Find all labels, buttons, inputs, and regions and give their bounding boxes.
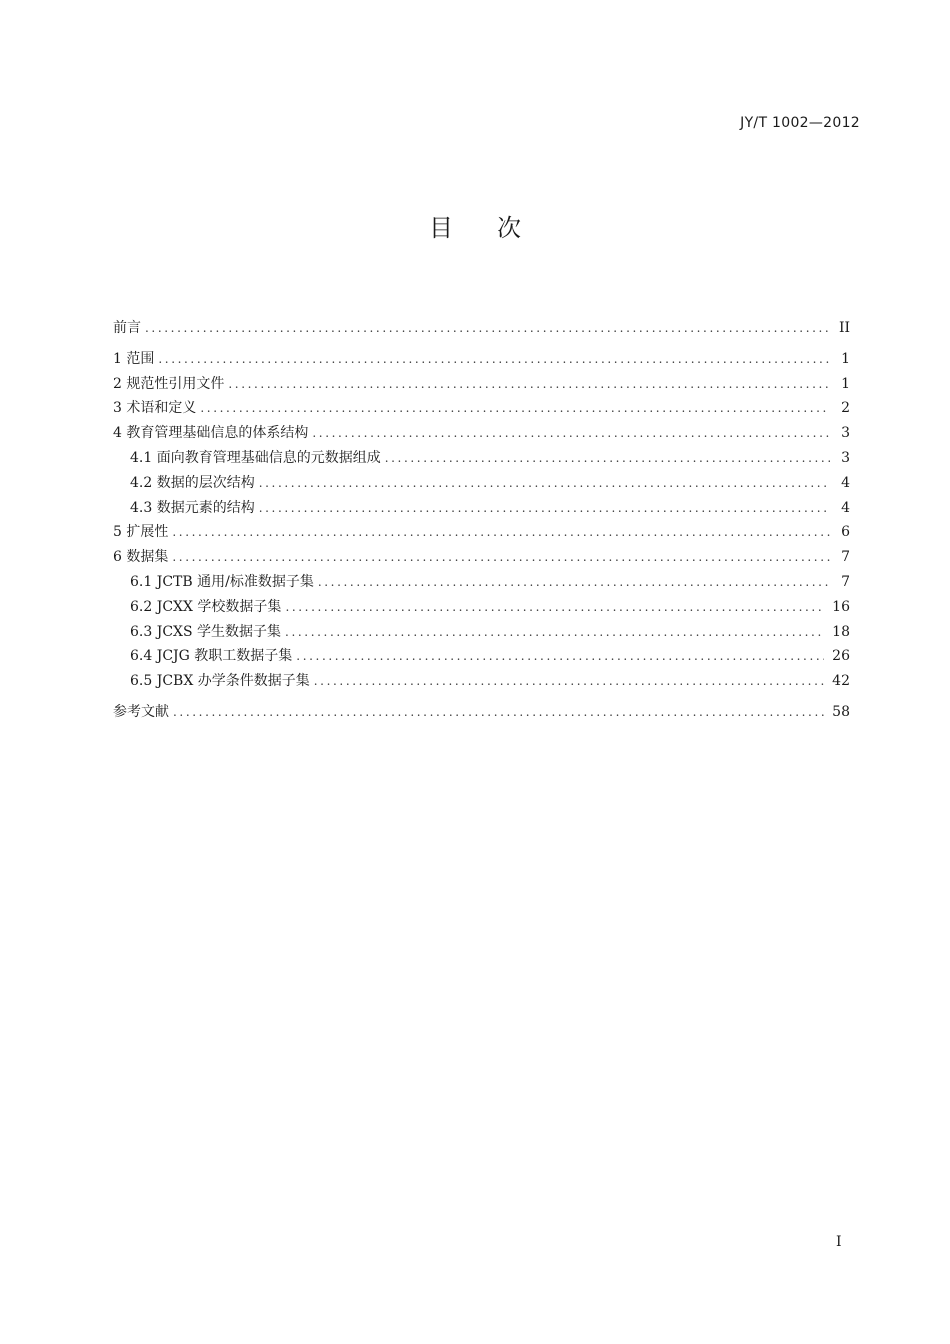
toc-entry-page: 1	[841, 350, 850, 367]
toc-entry-label: 6.1 JCTB 通用/标准数据子集	[130, 573, 314, 590]
toc-entry-label: 5 扩展性	[113, 524, 169, 541]
dot-leader	[314, 669, 824, 694]
toc-entry-page: 6	[841, 524, 850, 541]
dot-leader	[285, 620, 824, 645]
table-of-contents	[113, 316, 850, 725]
toc-entry-datasets[interactable]	[113, 545, 850, 570]
toc-entry-page: 16	[832, 598, 850, 615]
toc-entry-label: 4.1 面向教育管理基础信息的元数据组成	[130, 449, 381, 466]
dot-leader	[173, 700, 824, 725]
dot-leader	[285, 595, 824, 620]
toc-entry-label: 4.3 数据元素的结构	[130, 499, 255, 516]
toc-entry-4-3[interactable]	[113, 496, 850, 521]
toc-entry-page: 42	[832, 673, 850, 690]
toc-entry-label: 6.3 JCXS 学生数据子集	[130, 623, 282, 640]
toc-entry-page: II	[838, 320, 850, 336]
dot-leader	[172, 520, 830, 545]
toc-entry-label: 参考文献	[113, 703, 169, 720]
toc-entry-4-2[interactable]	[113, 471, 850, 496]
dot-leader	[228, 372, 830, 397]
dot-leader	[318, 570, 830, 595]
toc-entry-label: 3 术语和定义	[113, 400, 197, 417]
dot-leader	[312, 421, 830, 446]
toc-entry-label: 前言	[113, 320, 141, 336]
dot-leader	[259, 496, 830, 521]
toc-entry-6-4[interactable]	[113, 644, 850, 669]
toc-entry-architecture[interactable]	[113, 421, 850, 446]
page-title: 目次	[429, 214, 565, 242]
toc-entry-page: 3	[841, 425, 850, 442]
toc-entry-label: 1 范围	[113, 350, 155, 367]
dot-leader	[296, 644, 824, 669]
page-number: I	[836, 1234, 842, 1250]
toc-entry-label: 2 规范性引用文件	[113, 375, 225, 392]
toc-entry-page: 58	[832, 703, 850, 720]
toc-entry-label: 4.2 数据的层次结构	[130, 474, 255, 491]
toc-entry-page: 1	[841, 375, 850, 392]
dot-leader	[172, 545, 830, 570]
dot-leader	[259, 471, 830, 496]
toc-entry-6-5[interactable]	[113, 669, 850, 694]
dot-leader	[158, 347, 830, 372]
toc-entry-bibliography[interactable]	[113, 700, 850, 725]
dot-leader	[145, 316, 830, 341]
toc-entry-page: 2	[841, 400, 850, 417]
toc-entry-page: 18	[832, 623, 850, 640]
toc-entry-label: 4 教育管理基础信息的体系结构	[113, 425, 309, 442]
toc-entry-label: 6 数据集	[113, 549, 169, 566]
toc-entry-4-1[interactable]	[113, 446, 850, 471]
toc-entry-label: 6.4 JCJG 教职工数据子集	[130, 648, 293, 665]
toc-entry-extensibility[interactable]	[113, 520, 850, 545]
toc-entry-6-2[interactable]	[113, 595, 850, 620]
dot-leader	[385, 446, 830, 471]
toc-entry-normative-references[interactable]	[113, 372, 850, 397]
toc-entry-6-1[interactable]	[113, 570, 850, 595]
toc-entry-foreword[interactable]	[113, 316, 850, 341]
toc-entry-page: 4	[841, 499, 850, 516]
standard-number: JY/T 1002—2012	[740, 115, 860, 131]
toc-entry-label: 6.5 JCBX 办学条件数据子集	[130, 673, 310, 690]
dot-leader	[200, 396, 830, 421]
toc-entry-scope[interactable]	[113, 347, 850, 372]
toc-entry-6-3[interactable]	[113, 620, 850, 645]
toc-entry-label: 6.2 JCXX 学校数据子集	[130, 598, 282, 615]
toc-entry-page: 4	[841, 474, 850, 491]
toc-entry-page: 26	[832, 648, 850, 665]
toc-entry-page: 7	[841, 573, 850, 590]
toc-entry-terms-definitions[interactable]	[113, 396, 850, 421]
toc-entry-page: 7	[841, 549, 850, 566]
toc-entry-page: 3	[841, 449, 850, 466]
